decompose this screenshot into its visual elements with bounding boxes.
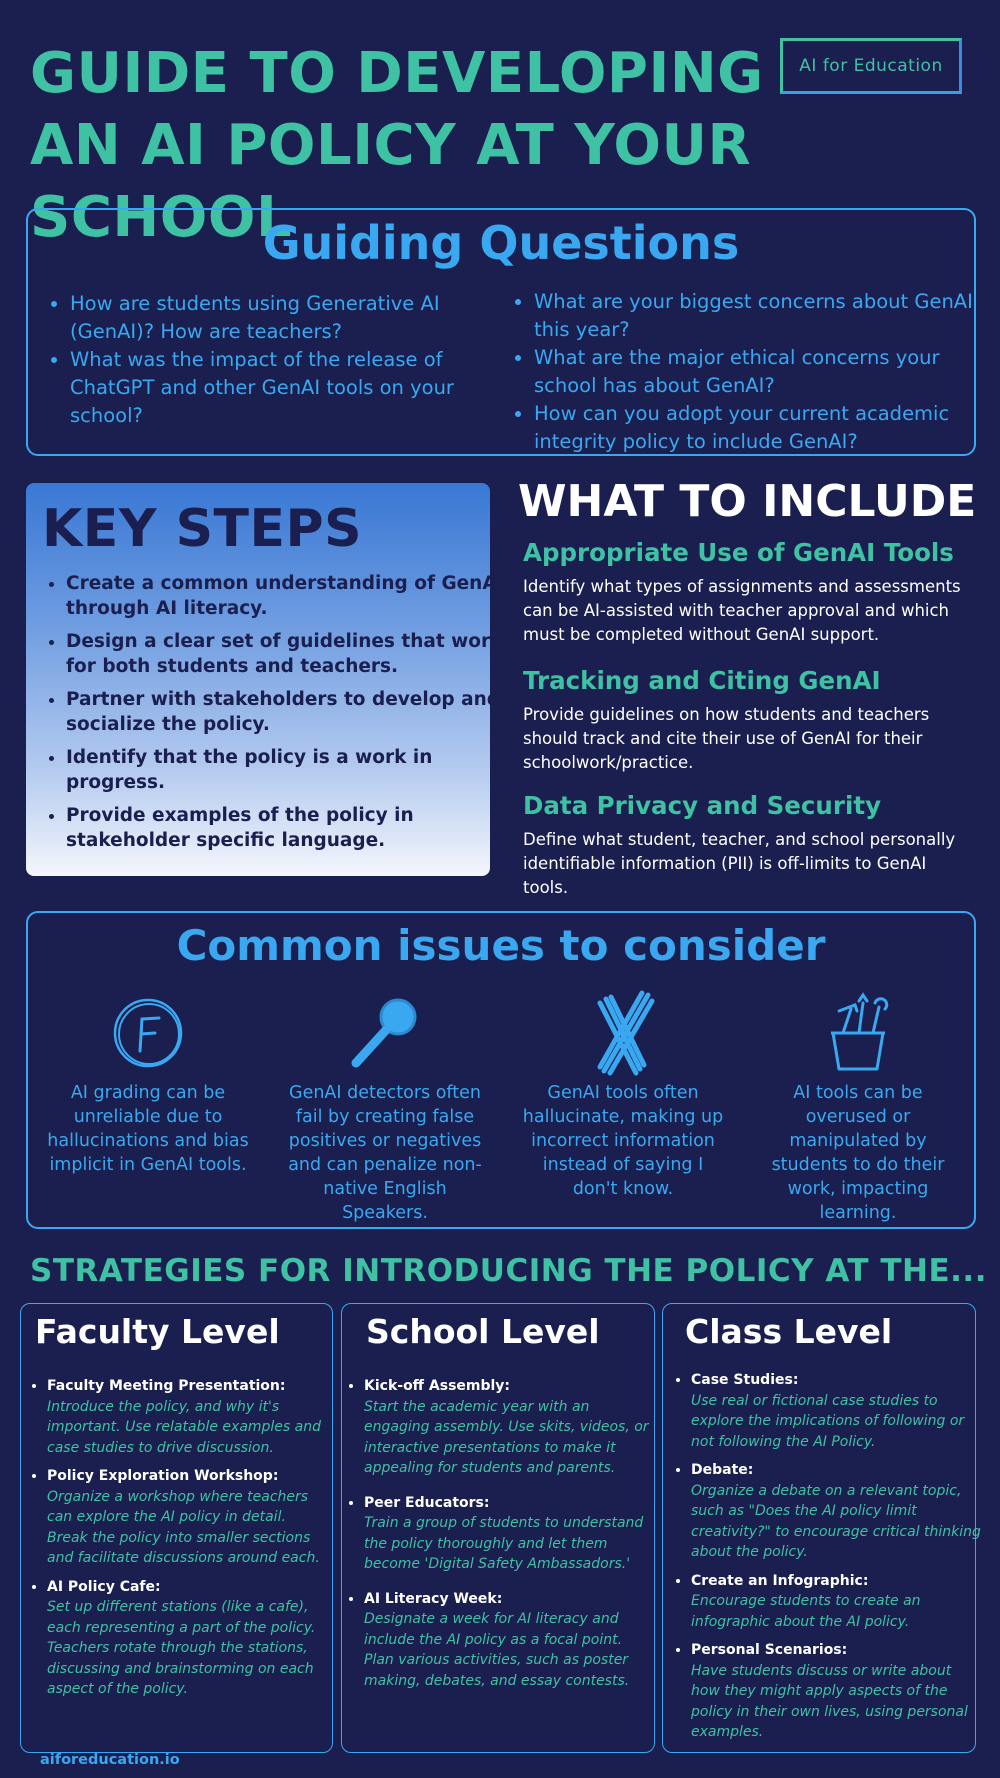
key-steps-list — [40, 571, 506, 861]
key-step-item: • Identify that the policy is a work in progress. — [66, 745, 506, 795]
guiding-questions-title: Guiding Questions — [262, 216, 740, 270]
faculty-level-title: Faculty Level — [35, 1312, 280, 1351]
strategy-text: Train a group of students to understand the policy thoroughly and let them become 'Digital Safety Ambassadors.' — [364, 1515, 644, 1572]
strategy-heading: Kick-off Assembly: — [364, 1378, 511, 1394]
key-step-item: • Design a clear set of guidelines that work for both students and teachers. — [66, 629, 506, 679]
x-mark-icon — [578, 989, 668, 1079]
strategy-heading: Create an Infographic: — [691, 1572, 869, 1589]
issue-item — [518, 989, 728, 1201]
title-line-1: GUIDE TO DEVELOPING — [30, 41, 764, 106]
strategy-heading: Peer Educators: — [364, 1494, 490, 1511]
school-strategy-list — [346, 1376, 654, 1699]
include-text: Define what student, teacher, and school personally identifiable information (PII) is off-limits to GenAI tools. — [523, 830, 956, 897]
what-to-include-title: WHAT TO INCLUDE — [518, 476, 977, 527]
strategies-title: STRATEGIES FOR INTRODUCING THE POLICY AT THE... — [30, 1253, 987, 1289]
strategy-item — [364, 1376, 654, 1479]
issue-item — [753, 989, 963, 1225]
grade-f-icon — [103, 989, 193, 1079]
strategy-text: Have students discuss or write about how they might apply aspects of the policy in their own lives, using personal examples. — [691, 1662, 968, 1740]
strategy-item — [691, 1460, 981, 1563]
strategy-item — [47, 1577, 330, 1700]
faculty-level-panel — [20, 1303, 333, 1753]
magnifier-icon — [340, 989, 430, 1079]
strategy-text: Encourage students to create an infographic about the AI policy. — [691, 1593, 921, 1630]
strategy-text: Introduce the policy, and why it's important. Use relatable examples and case studies to drive discussion. — [47, 1398, 322, 1456]
strategy-text: Set up different stations (like a cafe), each representing a part of the policy. Teachers rotate through the stations, discussing and brainstorming on each aspect of the policy. — [47, 1599, 316, 1697]
issue-text: GenAI tools often hallucinate, making up incorrect information instead of saying I don't know. — [522, 1083, 724, 1199]
include-heading: Appropriate Use of GenAI Tools — [523, 538, 954, 567]
footer-link[interactable]: aiforeducation.io — [40, 1752, 180, 1768]
question-item: • What was the impact of the release of ChatGPT and other GenAI tools on your school? — [70, 346, 490, 430]
class-level-title: Class Level — [685, 1312, 893, 1351]
strategy-text: Start the academic year with an engaging assembly. Use skits, videos, or interactive presentations to make it appealing for students and parents. — [364, 1398, 649, 1476]
common-issues-panel — [26, 911, 976, 1229]
question-item: • How can you adopt your current academic integrity policy to include GenAI? — [534, 400, 1000, 456]
strategy-heading: Personal Scenarios: — [691, 1642, 848, 1658]
common-issues-title: Common issues to consider — [176, 921, 826, 970]
include-heading: Data Privacy and Security — [523, 791, 882, 820]
key-steps-title: KEY STEPS — [42, 499, 363, 559]
question-item: • How are students using Generative AI (GenAI)? How are teachers? — [70, 290, 490, 346]
question-item: • What are the major ethical concerns your school has about GenAI? — [534, 344, 1000, 400]
strategy-heading: Faculty Meeting Presentation: — [47, 1378, 286, 1394]
strategy-heading: AI Policy Cafe: — [47, 1578, 161, 1595]
strategy-heading: Case Studies: — [691, 1372, 799, 1388]
class-level-panel — [662, 1303, 981, 1753]
issue-item — [280, 989, 490, 1225]
school-level-title: School Level — [366, 1312, 600, 1351]
guiding-questions-panel — [26, 208, 976, 456]
strategy-text: Organize a workshop where teachers can explore the AI policy in detail. Break the policy into smaller sections and facilitate discussions around each. — [47, 1488, 320, 1566]
guiding-questions-left-list — [34, 290, 490, 430]
strategy-text: Use real or fictional case studies to explore the implications of following or not following the AI Policy. — [691, 1392, 965, 1450]
faculty-strategy-list — [29, 1376, 330, 1708]
issue-text: GenAI detectors often fail by creating false positives or negatives and can penalize non-native English Speakers. — [288, 1083, 482, 1223]
issue-text: AI tools can be overused or manipulated by students to do their work, impacting learning. — [771, 1083, 945, 1223]
strategy-item — [691, 1571, 981, 1633]
strategy-item — [691, 1370, 981, 1452]
include-heading: Tracking and Citing GenAI — [523, 666, 881, 695]
strategy-item — [691, 1640, 981, 1743]
issue-item — [43, 989, 253, 1177]
strategy-heading: AI Literacy Week: — [364, 1590, 503, 1607]
question-item: • What are your biggest concerns about GenAI this year? — [534, 288, 1000, 344]
brand-logo: AI for Education — [780, 38, 962, 94]
strategy-heading: Debate: — [691, 1462, 754, 1478]
strategy-text: Organize a debate on a relevant topic, such as "Does the AI policy limit creativity?" to encourage critical thinking about the policy. — [691, 1482, 981, 1560]
key-step-item: • Partner with stakeholders to develop and socialize the policy. — [66, 687, 506, 737]
strategy-item — [47, 1466, 330, 1569]
include-text: Provide guidelines on how students and teachers should track and cite their use of GenAI for their schoolwork/practice. — [523, 705, 930, 772]
key-step-item: • Provide examples of the policy in stakeholder specific language. — [66, 803, 506, 853]
include-text: Identify what types of assignments and assessments can be AI-assisted with teacher approval and which must be completed without GenAI support. — [523, 577, 961, 644]
key-steps-panel — [26, 483, 504, 876]
guiding-questions-right-list — [498, 288, 1000, 456]
tools-bucket-icon — [813, 989, 903, 1079]
class-strategy-list — [673, 1370, 981, 1751]
strategy-item — [364, 1493, 654, 1575]
key-step-item: • Create a common understanding of GenAI through AI literacy. — [66, 571, 506, 621]
strategy-item — [47, 1376, 330, 1458]
title-line-2: AN AI POLICY AT YOUR SCHOOL — [30, 113, 752, 250]
strategy-item — [364, 1589, 654, 1692]
strategy-text: Designate a week for AI literacy and include the AI policy as a focal point. Plan various activities, such as poster making, debates, and essay contests. — [364, 1611, 630, 1689]
school-level-panel — [341, 1303, 655, 1753]
strategy-heading: Policy Exploration Workshop: — [47, 1468, 279, 1484]
issue-text: AI grading can be unreliable due to hallucinations and bias implicit in GenAI tools. — [47, 1083, 249, 1175]
